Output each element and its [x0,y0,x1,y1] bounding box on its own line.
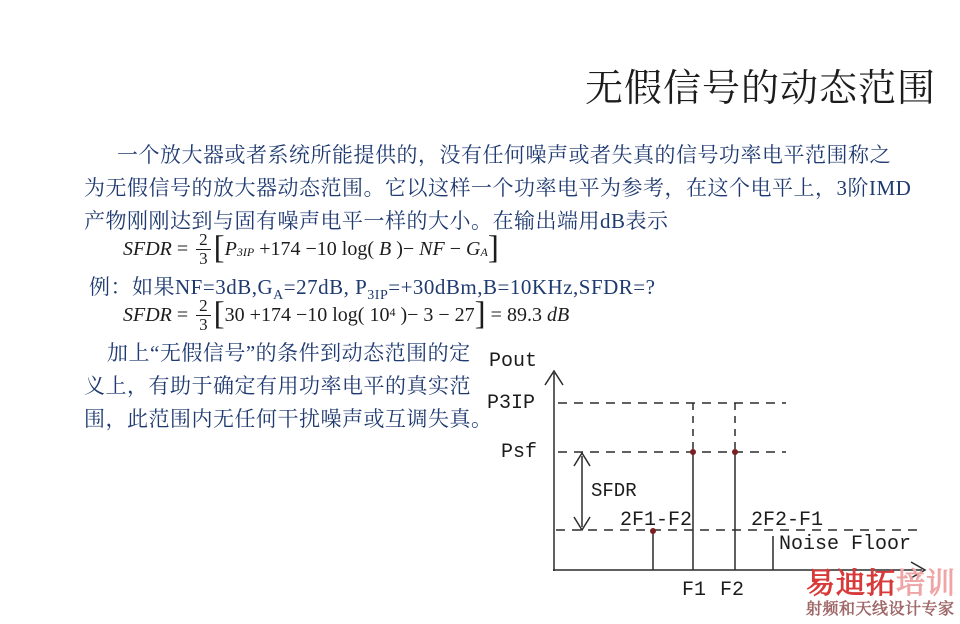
noise-floor-label: Noise Floor [779,533,912,556]
slide-title: 无假信号的动态范围 [585,68,937,110]
brand-name: 易迪拓培训 [806,568,957,600]
sfdr-worked-formula: SFDR = $\frac{2}{3}$ [ 30 +174 −10 log( 10 4 )− 3 − 27 ] = 89.3 dB [123,295,570,334]
f2-psf-dot [732,449,738,455]
formula-lhs: SFDR [123,303,172,326]
body2-line-2: 义上，有助于确定有用功率电平的真实范 [84,374,471,398]
fraction-two-thirds: $\frac{2}{3}$ [196,231,211,268]
sfdr-formula: SFDR = $\frac{2}{3}$ [ P 3IP +174 −10 log( B )− NF − G A ] [123,229,499,268]
intro-line-1: 一个放大器或者系统所能提供的，没有任何噪声或者失真的信号功率电平范围称之 [117,143,891,167]
p3ip-label: P3IP [487,392,536,415]
open-bracket: [ [213,295,225,332]
imd-right-label: 2F2-F1 [751,509,824,532]
brand-tagline: 射频和天线设计专家 [806,601,955,618]
close-bracket: ] [487,229,499,266]
psf-label: Psf [501,441,538,464]
intro-line-3: 产物刚刚达到与固有噪声电平一样的大小。在输出端用dB表示 [84,209,669,233]
body2-line-3: 围，此范围内无任何干扰噪声或互调失真。 [84,407,493,431]
imd-left-label: 2F1-F2 [620,509,693,532]
open-bracket: [ [213,229,225,266]
f1-label: F1 [682,579,707,602]
watermark-logo [806,570,956,618]
close-bracket: ] [474,295,486,332]
formula-lhs: SFDR [123,237,172,260]
intro-line-2: 为无假信号的放大器动态范围。它以这样一个功率电平为参考，在这个电平上，3阶IMD [84,176,912,200]
sfdr-label: SFDR [591,480,637,502]
example-line: 例：如果$NF=3dB,G_A=27dB$, $P_{3IP}=+30dBm,B=10KHz,SFDR=$? [89,275,656,304]
f2-label: F2 [720,579,745,602]
body2-line-1: 加上“无假信号”的条件到动态范围的定 [107,341,471,365]
pout-axis-label: Pout [489,350,538,373]
f1-psf-dot [690,449,696,455]
fraction-two-thirds: $\frac{2}{3}$ [196,297,211,334]
